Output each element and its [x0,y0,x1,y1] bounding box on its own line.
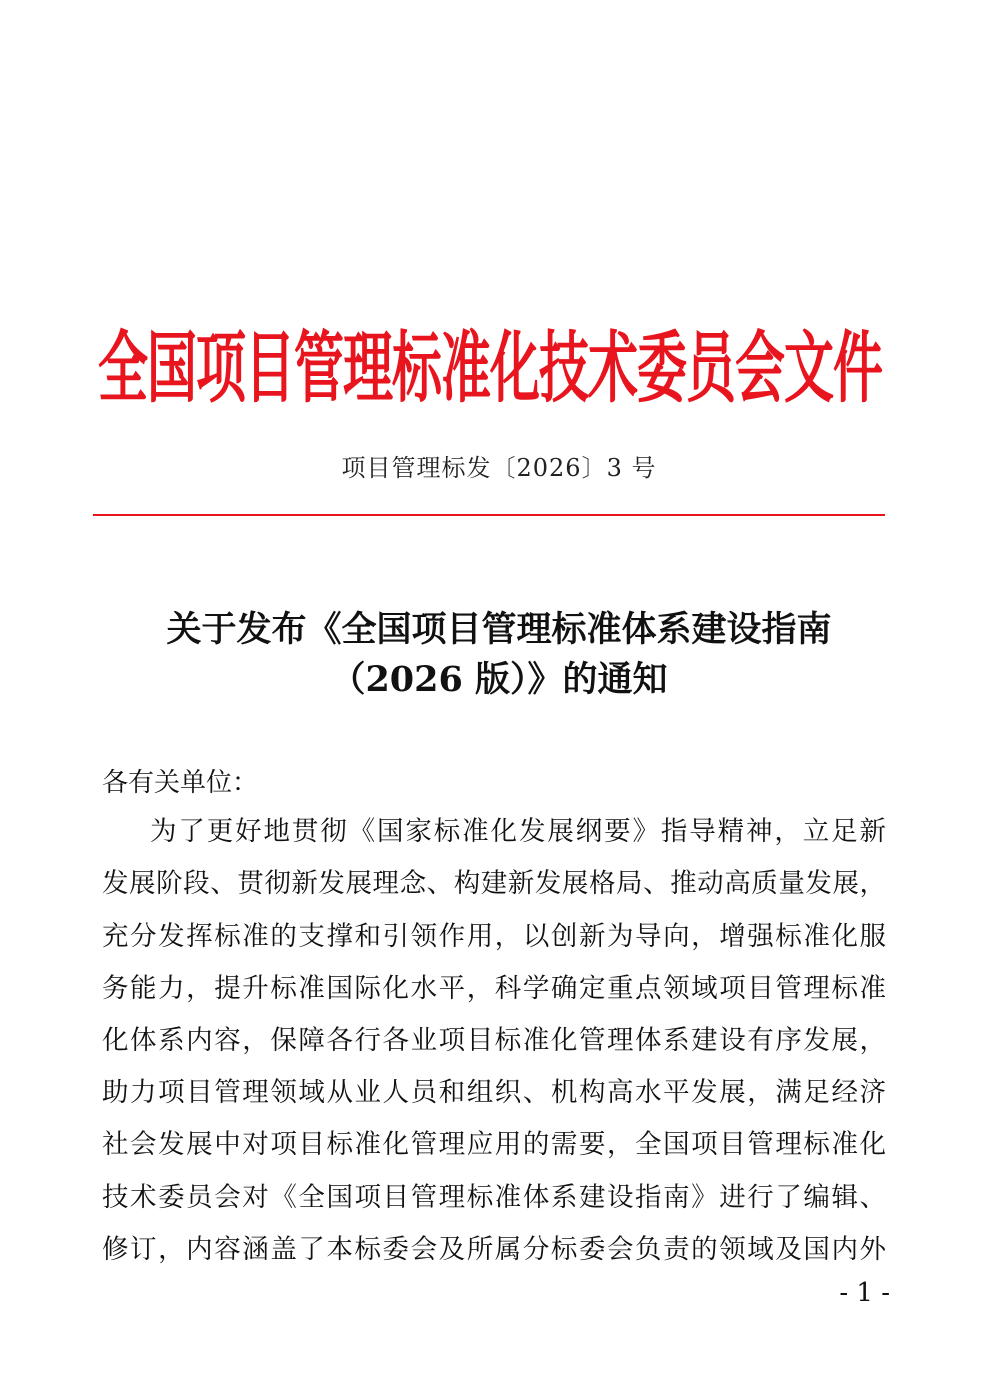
body-line: 修订，内容涵盖了本标委会及所属分标委会负责的领域及国内外 [102,1234,886,1265]
issuer-header-title: 全国项目管理标准化技术委员会文件 [98,321,882,413]
notice-title-line-2: （2026 版）》的通知 [330,659,668,700]
body-line: 发展阶段、贯彻新发展理念、构建新发展格局、推动高质量发展， [102,868,886,899]
body-line: 化体系内容，保障各行各业项目标准化管理体系建设有序发展， [102,1025,886,1056]
body-line: 社会发展中对项目标准化管理应用的需要，全国项目管理标准化 [102,1129,886,1160]
red-divider [93,514,885,516]
page-number: - 1 - [839,1278,890,1308]
body-line: 助力项目管理领域从业人员和组织、机构高水平发展，满足经济 [102,1077,886,1108]
notice-title-line-1: 关于发布《全国项目管理标准体系建设指南 [166,609,832,650]
body-line: 技术委员会对《全国项目管理标准体系建设指南》进行了编辑、 [102,1182,886,1213]
body-line: 为了更好地贯彻《国家标准化发展纲要》指导精神，立足新 [150,816,886,847]
document-number: 项目管理标发〔2026〕3 号 [341,454,657,482]
salutation: 各有关单位： [102,768,259,798]
body-line: 充分发挥标准的支撑和引领作用，以创新为导向，增强标准化服 [102,921,886,952]
body-line: 务能力，提升标准国际化水平，科学确定重点领域项目管理标准 [102,973,886,1004]
